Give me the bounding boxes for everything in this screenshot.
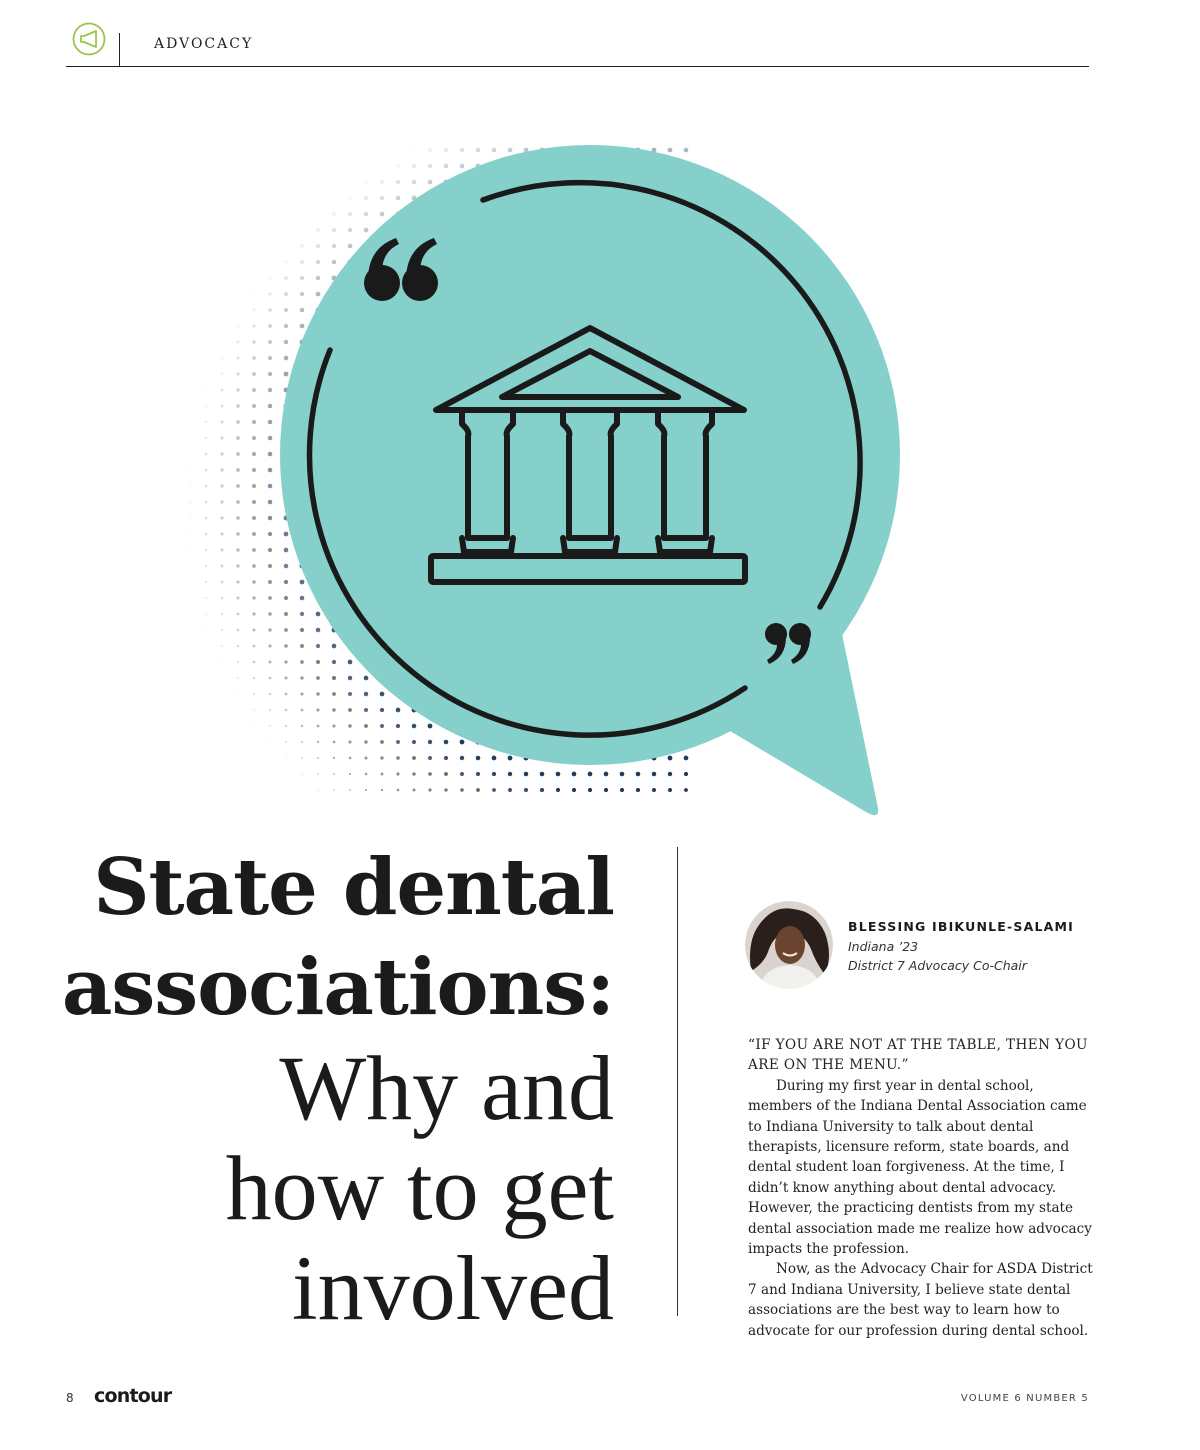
- author-meta: [848, 937, 1027, 975]
- issue-info: VOLUME 6 NUMBER 5: [960, 1393, 1089, 1404]
- speech-bubble: [268, 140, 912, 815]
- title-line-4: how to get: [225, 1137, 614, 1239]
- header-separator: [119, 33, 120, 66]
- body-paragraph-2: Now, as the Advocacy Chair for ASDA District 7 and Indiana University, I believe state dental associations are the best way to learn how to advocate for our profession during dental school.: [748, 1261, 1093, 1339]
- author-name: BLESSING IBIKUNLE-SALAMI: [848, 919, 1075, 934]
- page-number: 8: [66, 1391, 74, 1405]
- pull-quote: “IF YOU ARE NOT AT THE TABLE, THEN YOU ARE ON THE MENU.”: [748, 1037, 1088, 1074]
- title-line-3: Why and: [279, 1037, 614, 1139]
- title-line-5: involved: [292, 1237, 614, 1339]
- section-label: ADVOCACY: [154, 36, 254, 52]
- megaphone-icon: [72, 22, 106, 56]
- author-school: Indiana ’23: [848, 939, 919, 954]
- author-role: District 7 Advocacy Co-Chair: [848, 958, 1027, 973]
- avatar: [745, 901, 833, 989]
- brand-logo: contour: [94, 1385, 172, 1407]
- title-line-2: associations:: [61, 942, 614, 1033]
- article-body: [748, 1035, 1093, 1341]
- column-divider: [677, 847, 678, 1316]
- body-paragraph-1: During my first year in dental school, members of the Indiana Dental Association came to Indiana University to talk about dental therapists, licensure reform, state boards, and dental student loan forgiveness. At the time, I didn’t know anything about dental advocacy. However, the practicing dentists from my state dental association made me realize how advocacy impacts the profession.: [748, 1077, 1092, 1258]
- header-rule: [66, 66, 1089, 67]
- title-line-1: State dental: [93, 842, 614, 933]
- hero-illustration: [180, 140, 920, 830]
- article-title: [40, 838, 614, 1338]
